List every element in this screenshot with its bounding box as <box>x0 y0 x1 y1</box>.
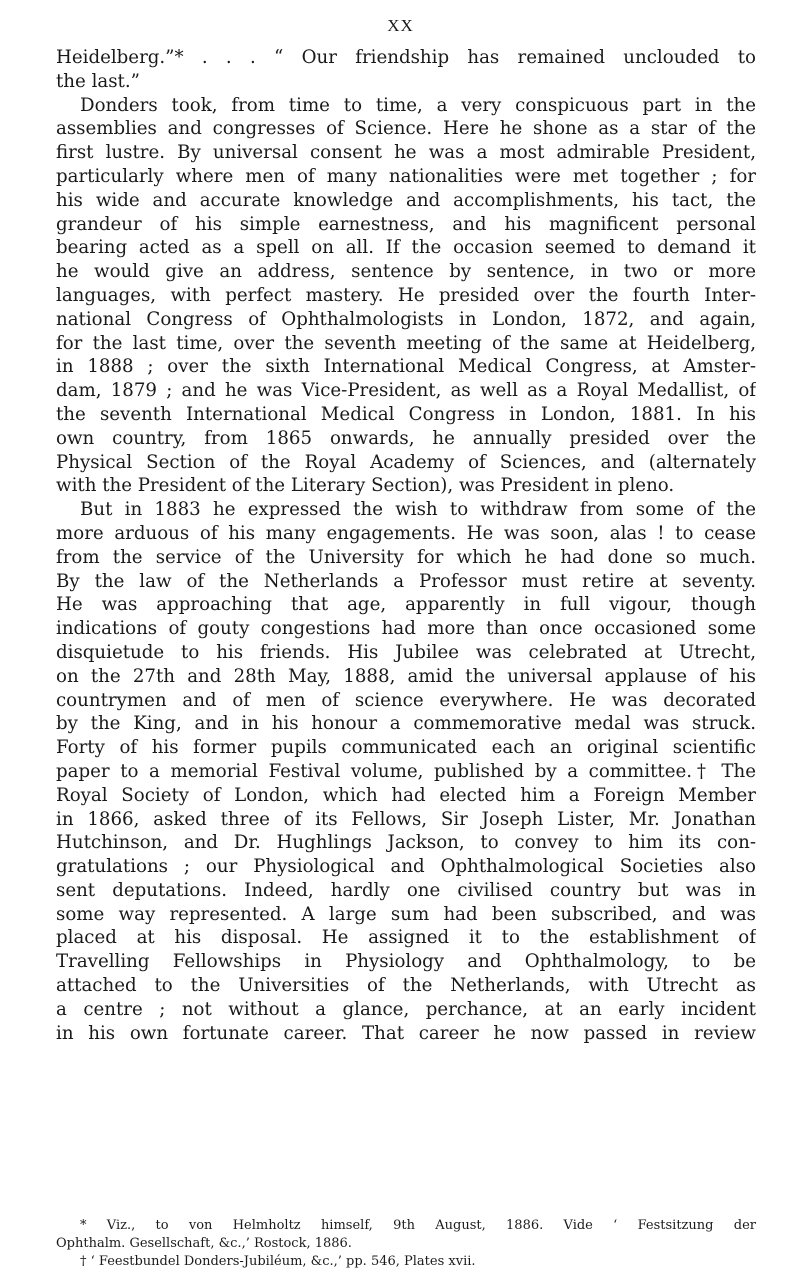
footnotes <box>56 1217 756 1271</box>
text-line: Donders took, from time to time, a very conspicuous part in the <box>80 94 756 116</box>
footnote-line: * Viz., to von Helmholtz himself, 9th August, 1886. Vide ‘ Festsitzung der <box>80 1218 756 1233</box>
text-line: a centre ; not without a glance, perchance, at an early incident <box>56 998 756 1020</box>
text-line: Travelling Fellowships in Physiology and Ophthalmology, to be <box>56 951 756 973</box>
text-line: by the King, and in his honour a commemorative medal was struck. <box>56 713 756 735</box>
text-line: the seventh International Medical Congress in London, 1881. In his <box>56 403 756 425</box>
text-line: dam, 1879 ; and he was Vice-President, as well as a Royal Medallist, of <box>56 380 756 402</box>
text-line: in 1866, asked three of its Fellows, Sir Joseph Lister, Mr. Jonathan <box>56 808 756 830</box>
text-line: national Congress of Ophthalmologists in London, 1872, and again, <box>56 308 756 330</box>
text-line: bearing acted as a spell on all. If the occasion seemed to demand it <box>56 237 756 259</box>
text-line: placed at his disposal. He assigned it to the establishment of <box>56 927 756 949</box>
text-line: grandeur of his simple earnestness, and his magnificent personal <box>56 213 756 235</box>
footnote-line: † ‘ Feestbundel Donders-Jubiléum, &c.,’ pp. 546, Plates xvii. <box>80 1254 476 1269</box>
text-line: he would give an address, sentence by sentence, in two or more <box>56 261 756 283</box>
text-line: Royal Society of London, which had elected him a Foreign Member <box>56 784 756 806</box>
page-number: XX <box>387 16 414 35</box>
text-line: Heidelberg.”* . . . “ Our friendship has remained unclouded to <box>56 47 756 68</box>
text-line: in his own fortunate career. That career he now passed in review <box>56 1022 756 1044</box>
text-line: particularly where men of many nationalities were met together ; for <box>56 165 756 187</box>
text-line: the last.” <box>56 70 140 92</box>
text-line: his wide and accurate knowledge and accomplishments, his tact, the <box>56 189 756 211</box>
text-line: He was approaching that age, apparently in full vigour, though <box>56 594 756 616</box>
text-line: in 1888 ; over the sixth International Medical Congress, at Amster- <box>56 356 756 378</box>
text-line: gratulations ; our Physiological and Ophthalmological Societies also <box>56 856 756 878</box>
text-line: on the 27th and 28th May, 1888, amid the universal applause of his <box>56 665 756 687</box>
text-line: more arduous of his many engagements. He was soon, alas ! to cease <box>56 522 756 544</box>
body-text <box>56 46 756 1045</box>
text-line: Physical Section of the Royal Academy of Sciences, and (alternately <box>56 451 756 473</box>
text-line: countrymen and of men of science everywhere. He was decorated <box>56 689 756 711</box>
text-line: paper to a memorial Festival volume, published by a committee.† The <box>56 760 756 782</box>
text-line: disquietude to his friends. His Jubilee was celebrated at Utrecht, <box>56 641 756 663</box>
text-line: Forty of his former pupils communicated each an original scientific <box>56 737 756 759</box>
text-line: languages, with perfect mastery. He presided over the fourth Inter- <box>56 284 756 306</box>
text-line: sent deputations. Indeed, hardly one civilised country but was in <box>56 879 756 901</box>
footnote-line: Ophthalm. Gesellschaft, &c.,’ Rostock, 1886. <box>56 1236 352 1251</box>
text-line: some way represented. A large sum had been subscribed, and was <box>56 903 756 925</box>
text-line: for the last time, over the seventh meeting of the same at Heidelberg, <box>56 332 756 354</box>
text-line: own country, from 1865 onwards, he annually presided over the <box>56 427 756 449</box>
text-line: indications of gouty congestions had more than once occasioned some <box>56 618 756 640</box>
text-line: Hutchinson, and Dr. Hughlings Jackson, to convey to him its con- <box>56 832 756 854</box>
text-line: But in 1883 he expressed the wish to withdraw from some of the <box>80 499 756 521</box>
text-line: from the service of the University for which he had done so much. <box>56 546 756 568</box>
text-line: first lustre. By universal consent he was a most admirable President, <box>56 142 756 164</box>
text-line: By the law of the Netherlands a Professor must retire at seventy. <box>56 570 756 592</box>
text-line: assemblies and congresses of Science. Here he shone as a star of the <box>56 118 756 140</box>
text-line: attached to the Universities of the Netherlands, with Utrecht as <box>56 975 756 997</box>
text-line: with the President of the Literary Section), was President in pleno. <box>56 475 675 497</box>
